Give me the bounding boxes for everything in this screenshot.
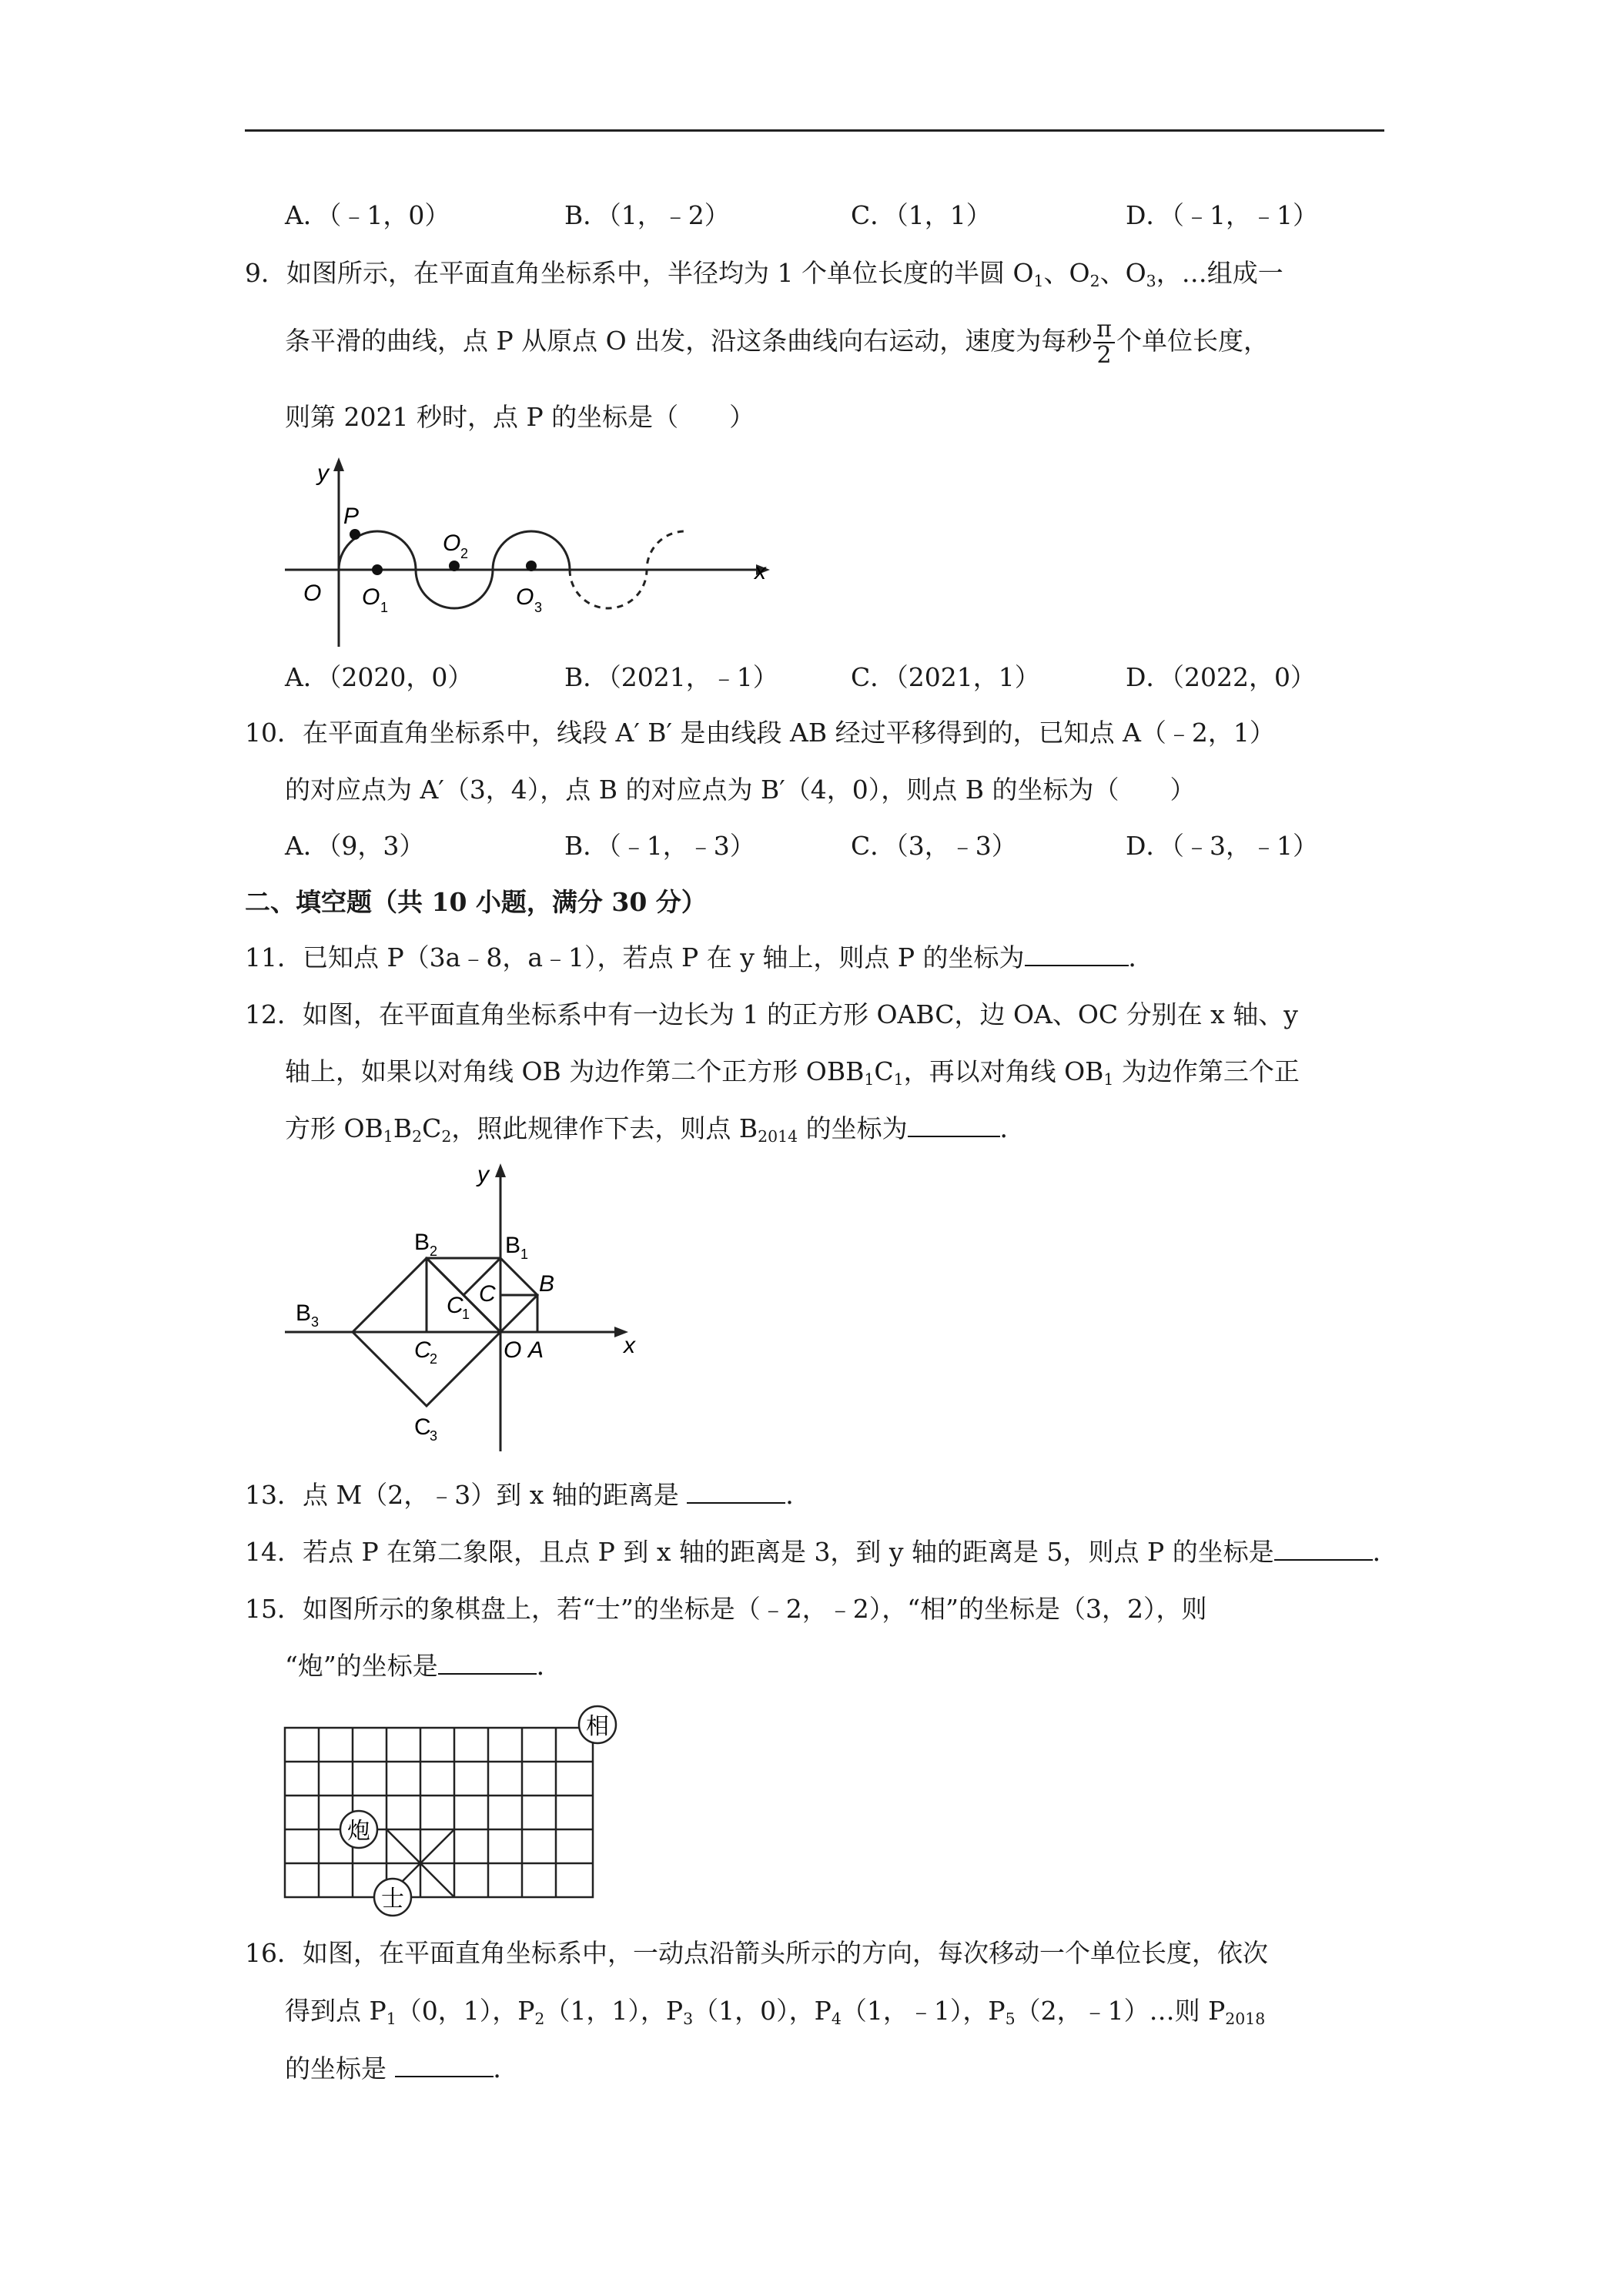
center-o3 — [526, 561, 537, 571]
label-o2-sub: 2 — [460, 546, 469, 561]
q14-line: 14．若点 P 在第二象限，且点 P 到 x 轴的距离是 3，到 y 轴的距离是 5，则点 P 的坐标是 ． — [245, 1537, 1398, 1567]
label-x: x — [624, 1333, 635, 1358]
piece-xiang — [579, 1706, 616, 1743]
label-c1-sub: 1 — [462, 1307, 470, 1322]
label-b: B — [539, 1271, 555, 1297]
q8-option-c: C．（1，1） — [851, 200, 992, 230]
center-o2 — [449, 561, 460, 571]
q9-line-2: 条平滑的曲线，点 P 从原点 O 出发，沿这条曲线向右运动，速度为每秒 $\frac{\pi}{2}$ 个单位长度， — [285, 316, 1269, 369]
piece-shi — [374, 1879, 411, 1916]
answer-blank — [908, 1113, 1000, 1137]
q9-line-3: 则第 2021 秒时，点 P 的坐标是（ ） — [285, 402, 755, 432]
q9-option-a: A．（2020，0） — [285, 662, 474, 692]
q10-option-d: D．（﹣3，﹣1） — [1126, 831, 1318, 861]
label-y: y — [317, 460, 329, 486]
label-o3: O — [516, 584, 534, 610]
center-o1 — [372, 564, 383, 575]
q8-option-a: A．（﹣1，0） — [285, 200, 450, 230]
label-c1: C — [447, 1293, 463, 1318]
piece-pao — [340, 1811, 377, 1848]
q8-option-b: B．（1，﹣2） — [564, 200, 730, 230]
label-p: P — [343, 504, 360, 529]
label-o: O — [303, 581, 322, 606]
label-b1-sub: 1 — [520, 1247, 529, 1262]
q16-line-2: 得到点 $P_1(0$，1），$P_2(1$，1），$P_3(1$，0），$P_4(1$，﹣1），$P_5(2$，﹣1）…则 $P_{2018}$ — [285, 1996, 1266, 2029]
section-heading: 二、填空题（共 10 小题，满分 30 分） — [245, 887, 707, 917]
answer-blank — [438, 1650, 537, 1675]
q10-line-2: 的对应点为 A′（3，4），点 B 的对应点为 B′（4，0），则点 B 的坐标为（ ） — [285, 775, 1196, 805]
svg-text:炮: 炮 — [347, 1819, 370, 1844]
point-p — [350, 529, 360, 540]
label-b3-sub: 3 — [311, 1314, 320, 1330]
q9-figure-semicircle-curve — [285, 454, 778, 654]
label-o1-sub: 1 — [380, 600, 389, 615]
q9-option-c: C．（2021，1） — [851, 662, 1040, 692]
answer-blank — [395, 2053, 494, 2077]
answer-blank — [687, 1479, 785, 1504]
label-a: A — [528, 1337, 544, 1363]
label-x: x — [755, 559, 766, 584]
label-c: C — [479, 1281, 496, 1307]
q9-option-d: D．（2022，0） — [1126, 662, 1316, 692]
q11-line: 11．已知点 P（3a﹣8，a﹣1），若点 P 在 y 轴上，则点 P 的坐标为 ． — [245, 942, 1154, 972]
q10-option-a: A．（9，3） — [285, 831, 425, 861]
q8-option-d: D．（﹣1，﹣1） — [1126, 200, 1318, 230]
q12-line-3: 方形 $OB_1B_2C_2$，照此规律作下去，则点 $B_{2014}$ 的坐标为 ． — [285, 1113, 1026, 1146]
label-b2: B — [414, 1230, 430, 1255]
answer-blank — [1274, 1536, 1373, 1561]
label-o3-sub: 3 — [534, 600, 543, 615]
q15-line-2: “炮”的坐标是 ． — [285, 1651, 562, 1681]
label-c2-sub: 2 — [430, 1351, 438, 1367]
label-b2-sub: 2 — [430, 1243, 438, 1259]
q16-line-1: 16．如图，在平面直角坐标系中，一动点沿箭头所示的方向，每次移动一个单位长度，依次 — [245, 1938, 1268, 1968]
label-y: y — [477, 1162, 489, 1187]
label-c3-sub: 3 — [430, 1428, 438, 1444]
y-axis-arrow — [495, 1163, 506, 1177]
q12-figure-squares — [285, 1159, 647, 1459]
q9-option-b: B．（2021，﹣1） — [564, 662, 778, 692]
q9-line-1: 9．如图所示，在平面直角坐标系中，半径均为 1 个单位长度的半圆 $O_1$、$O_2$、$O_3$，…组成一 — [245, 258, 1283, 291]
svg-text:士: 士 — [381, 1886, 404, 1912]
board-border — [285, 1728, 593, 1897]
q13-line: 13．点 M（2，﹣3）到 x 轴的距离是 ． — [245, 1480, 812, 1510]
q15-figure-chessboard — [279, 1694, 648, 1917]
label-o1: O — [362, 584, 380, 610]
q10-line-1: 10．在平面直角坐标系中，线段 A′ B′ 是由线段 AB 经过平移得到的，已知点 A（﹣2，1） — [245, 718, 1275, 748]
label-o: O — [504, 1337, 522, 1363]
pi-over-2-fraction: $\frac{\pi}{2}$ — [1093, 317, 1115, 368]
q15-line-1: 15．如图所示的象棋盘上，若“士”的坐标是（﹣2，﹣2），“相”的坐标是（3，2），则 — [245, 1594, 1207, 1624]
q10-option-c: C．（3，﹣3） — [851, 831, 1017, 861]
svg-text:相: 相 — [586, 1714, 609, 1739]
label-o2: O — [443, 530, 461, 556]
q16-line-3: 的坐标是 ． — [285, 2053, 519, 2083]
label-c3: C — [414, 1414, 431, 1440]
q10-option-b: B．（﹣1，﹣3） — [564, 831, 755, 861]
answer-blank — [1025, 942, 1129, 966]
header-rule — [245, 129, 1384, 132]
q12-line-1: 12．如图，在平面直角坐标系中有一边长为 1 的正方形 OABC，边 OA、OC 分别在 x 轴、y — [245, 999, 1298, 1029]
label-c2: C — [414, 1337, 431, 1363]
label-b3: B — [296, 1300, 312, 1326]
label-b1: B — [505, 1233, 521, 1258]
q12-line-2: 轴上，如果以对角线 OB 为边作第二个正方形 $OBB_1C_1$，再以对角线 $OB_1$ 为边作第三个正 — [285, 1056, 1300, 1089]
y-axis-arrow — [333, 457, 344, 471]
